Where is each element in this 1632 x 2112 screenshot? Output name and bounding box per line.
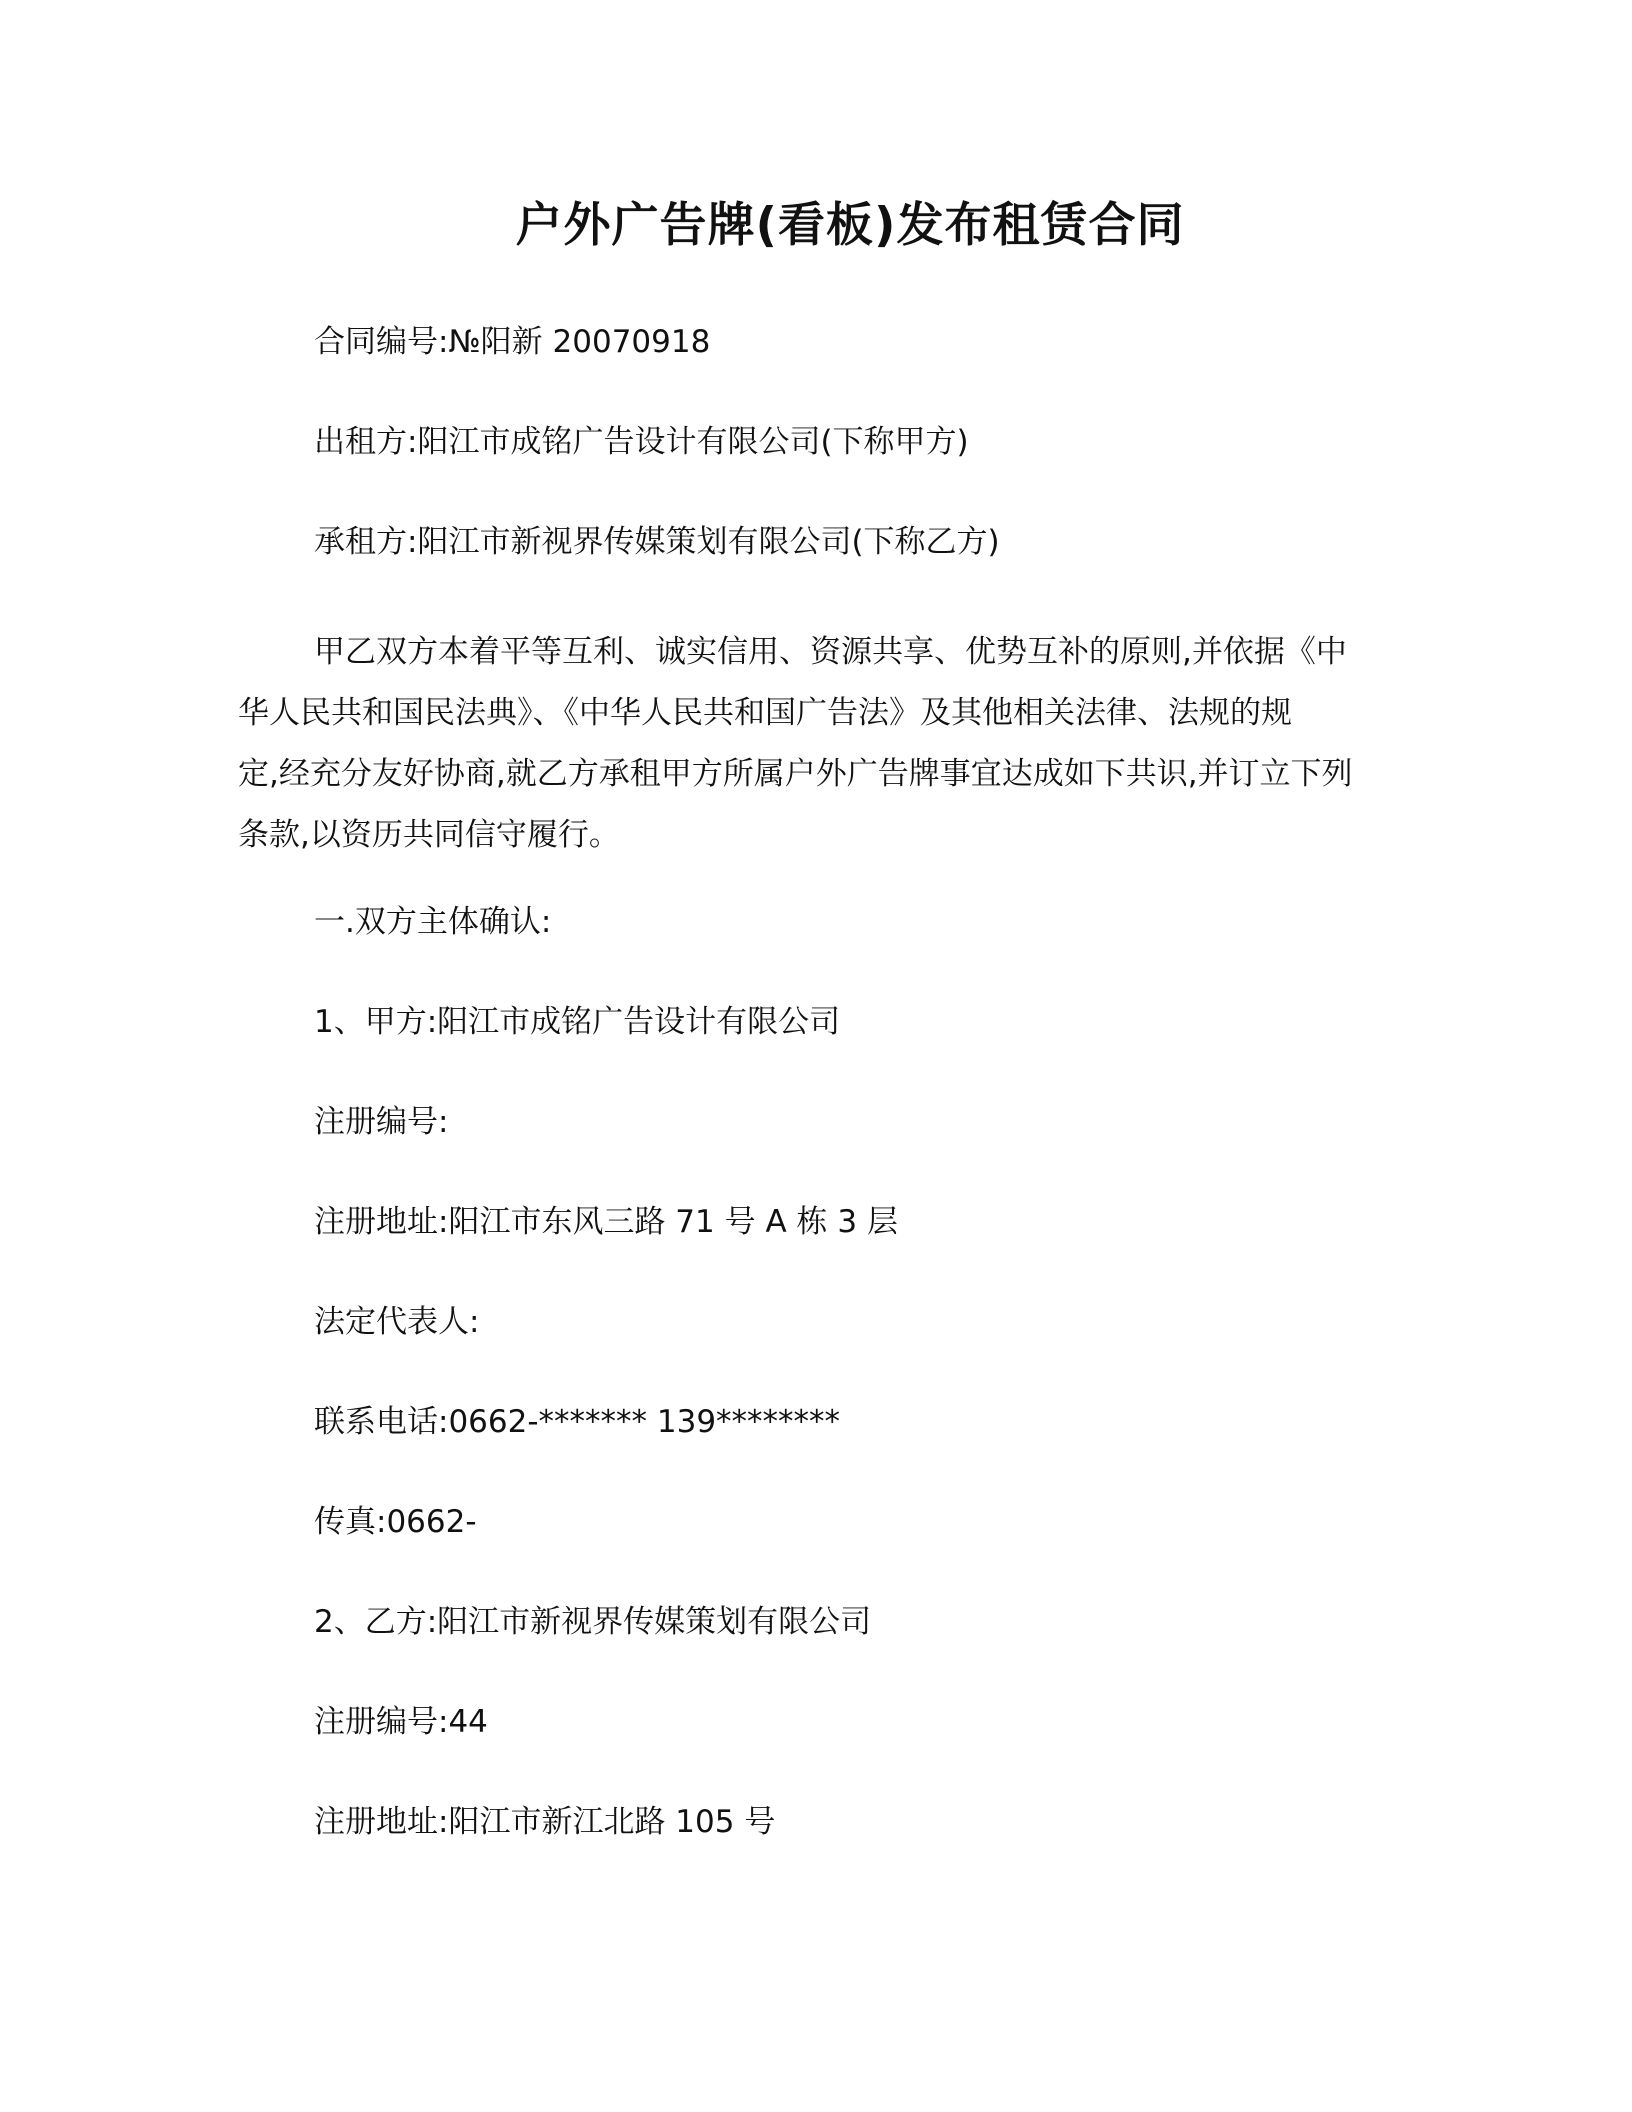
intro-line: 甲乙双方本着平等互利、诚实信用、资源共享、优势互补的原则,并依据《中 [314,634,1347,670]
intro-line: 华人民共和国民法典》、《中华人民共和国广告法》及其他相关法律、法规的规 [238,695,1292,731]
party-a-fax: 传真:0662- [314,1504,477,1540]
party-b-reg-address: 注册地址:阳江市新江北路 105 号 [314,1804,776,1840]
party-a-legal-rep: 法定代表人: [314,1304,480,1340]
document-title: 户外广告牌(看板)发布租赁合同 [515,198,1185,253]
contract-number: 合同编号:№阳新 20070918 [314,324,711,360]
lessor-line: 出租方:阳江市成铭广告设计有限公司(下称甲方) [314,424,969,460]
intro-line: 条款,以资历共同信守履行。 [238,817,620,853]
party-a-reg-number: 注册编号: [314,1104,449,1140]
party-a-phone: 联系电话:0662-******* 139******** [314,1404,841,1440]
section-heading: 一.双方主体确认: [314,904,552,940]
party-b-reg-number: 注册编号:44 [314,1704,488,1740]
intro-line: 定,经充分友好协商,就乙方承租甲方所属户外广告牌事宜达成如下共识,并订立下列 [238,756,1353,792]
party-a-reg-address: 注册地址:阳江市东风三路 71 号 A 栋 3 层 [314,1204,898,1240]
intro-paragraph [238,622,1388,866]
party-b-name: 2、乙方:阳江市新视界传媒策划有限公司 [314,1604,872,1640]
lessee-line: 承租方:阳江市新视界传媒策划有限公司(下称乙方) [314,524,1000,560]
party-a-name: 1、甲方:阳江市成铭广告设计有限公司 [314,1004,841,1040]
